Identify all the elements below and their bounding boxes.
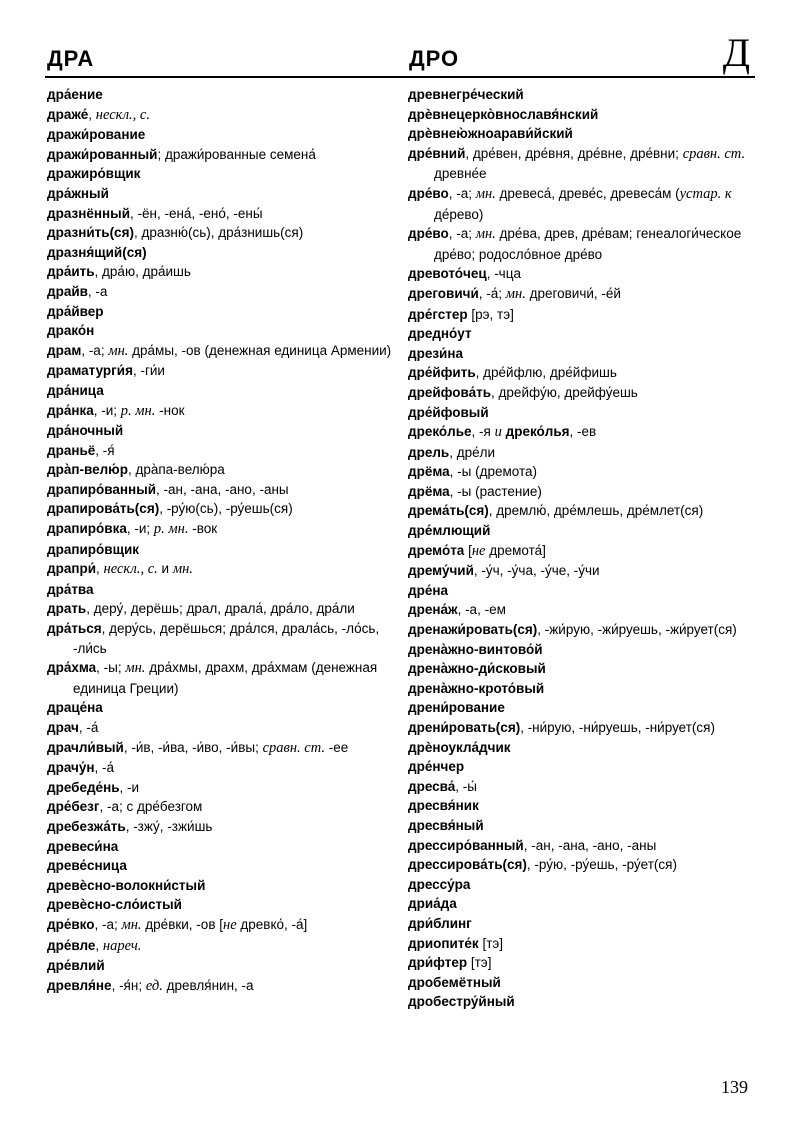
headword: дрема́ть(ся) bbox=[408, 503, 489, 519]
entry-text: , -а; bbox=[94, 916, 122, 932]
headword: дражи́рованный bbox=[47, 146, 158, 162]
dictionary-entry bbox=[408, 934, 758, 954]
entry-text: , -и́в, -и́ва, -и́во, -и́вы; bbox=[123, 739, 263, 755]
grammar-label: не bbox=[471, 542, 486, 559]
entry-text: , -ан, -ана, -ано, -аны bbox=[523, 837, 657, 853]
headword: дре́влий bbox=[47, 958, 105, 974]
entry-text: , -ев bbox=[569, 424, 597, 440]
entry-text: , bbox=[96, 561, 104, 577]
headword: дри́фтер bbox=[408, 955, 468, 971]
entry-text: дремота́] bbox=[485, 542, 546, 558]
dictionary-entry bbox=[47, 321, 392, 341]
headword: дрени́рование bbox=[408, 700, 505, 716]
headword: дре́вко bbox=[47, 916, 95, 932]
entry-text: , -ан, -ана, -ано, -аны bbox=[156, 481, 289, 497]
entry-text: древне́е bbox=[434, 166, 487, 182]
entry-text: и bbox=[157, 561, 173, 577]
grammar-label: сравн. ст. bbox=[682, 145, 746, 162]
dictionary-entry bbox=[47, 817, 392, 837]
entry-text: , дрейфу́ю, дрейфу́ешь bbox=[491, 384, 638, 400]
dictionary-entry bbox=[408, 836, 758, 856]
dictionary-entry bbox=[47, 480, 392, 500]
entry-text: , -а, -ем bbox=[457, 602, 506, 618]
headword: драпри́ bbox=[47, 561, 97, 577]
dictionary-entry bbox=[47, 499, 392, 519]
headword: дра́ться bbox=[47, 621, 102, 637]
entry-text: , -ру́ю, -ру́ешь, -ру́ет(ся) bbox=[526, 857, 677, 873]
entry-text: , дре́ли bbox=[449, 444, 496, 460]
headword: дрессу́ра bbox=[408, 876, 471, 892]
entry-text: , -ни́рую, -ни́руешь, -ни́рует(ся) bbox=[520, 720, 715, 735]
entry-text: [рэ, тэ] bbox=[467, 306, 514, 322]
grammar-label: мн. bbox=[475, 226, 496, 243]
entry-text: , -я́н; bbox=[111, 977, 146, 993]
headword: дреко́лья bbox=[505, 424, 570, 440]
entry-text: , -а; bbox=[81, 342, 109, 358]
entry-text: , дре́йфлю, дре́йфишь bbox=[475, 365, 617, 381]
headword: дрези́на bbox=[408, 345, 463, 361]
dictionary-entry bbox=[408, 541, 758, 562]
entry-text: , дремлю́, дре́млешь, дре́млет(ся) bbox=[488, 503, 704, 519]
headword: дре́млющий bbox=[408, 523, 491, 539]
entry-text: , -чца bbox=[486, 266, 521, 282]
entry-text: , -ы́ bbox=[455, 778, 477, 794]
headword: дрессиро́ванный bbox=[408, 837, 524, 853]
headword: драчли́вый bbox=[47, 739, 124, 755]
headword: дра́ночный bbox=[47, 423, 124, 439]
entry-text: , -а́; bbox=[478, 285, 506, 301]
dictionary-entry bbox=[408, 659, 758, 679]
headword: драце́на bbox=[47, 700, 103, 716]
entry-text: де́рево) bbox=[434, 206, 484, 222]
right-column bbox=[408, 85, 758, 1012]
dictionary-entry bbox=[408, 620, 758, 640]
headword: драчу́н bbox=[47, 760, 95, 776]
headword: дра́хма bbox=[47, 660, 97, 676]
entry-text: , дра́ю, дра́ишь bbox=[94, 264, 191, 280]
grammar-label: мн. bbox=[125, 660, 146, 677]
dictionary-entry bbox=[408, 184, 758, 224]
dictionary-entry bbox=[47, 976, 392, 997]
dictionary-entry bbox=[47, 243, 392, 263]
headword: дрему́чий bbox=[408, 563, 474, 579]
entry-text: , -ы (дремота) bbox=[449, 464, 538, 480]
dictionary-entry bbox=[408, 894, 758, 914]
grammar-label: р. мн. bbox=[153, 521, 189, 538]
headword: древото́чец bbox=[408, 266, 487, 282]
dictionary-entry bbox=[408, 144, 758, 184]
headword: дрессирова́ть(ся) bbox=[408, 857, 527, 873]
running-header bbox=[45, 30, 755, 78]
dictionary-entry bbox=[408, 462, 758, 482]
headword: дре́йфовый bbox=[408, 404, 489, 420]
dictionary-entry bbox=[47, 85, 392, 105]
entry-text: дра́мы, -ов (денежная единица Армении) bbox=[128, 342, 392, 358]
dictionary-entry bbox=[408, 640, 758, 660]
headword: дрѐвнецерко̀внославя́нский bbox=[408, 106, 599, 122]
entry-text: , -и bbox=[119, 779, 140, 795]
entry-text: , -у́ч, -у́ча, -у́че, -у́чи bbox=[473, 563, 600, 579]
headword: дре́вле bbox=[47, 937, 96, 953]
headword: дре́безг bbox=[47, 799, 100, 815]
entry-text: , -ён, -ена́, -ено́, -ены́ bbox=[130, 205, 263, 221]
dictionary-entry bbox=[47, 718, 392, 738]
dictionary-entry bbox=[47, 341, 392, 362]
headword: дражиро́вщик bbox=[47, 166, 141, 182]
dictionary-entry bbox=[47, 361, 392, 381]
grammar-label: нескл., с. bbox=[103, 561, 158, 578]
entry-text: древко́, -а́] bbox=[236, 916, 308, 932]
dictionary-entry bbox=[408, 482, 758, 502]
headword: дрѐвнею̀жноарави́йский bbox=[408, 126, 573, 142]
entry-text: , дразню́(сь), дра́знишь(ся) bbox=[133, 225, 304, 241]
entry-text: , -а bbox=[87, 283, 108, 299]
dictionary-entry bbox=[47, 778, 392, 798]
dictionary-entry bbox=[47, 915, 392, 936]
dictionary-entry bbox=[47, 658, 392, 698]
entry-text: , дра̀па-велю́ра bbox=[127, 462, 225, 478]
entry-text: древеса́, древе́с, древеса́м ( bbox=[495, 185, 680, 201]
dictionary-entry bbox=[47, 837, 392, 857]
grammar-label: р. мн. bbox=[120, 402, 156, 419]
dictionary-entry bbox=[408, 738, 758, 758]
entry-text: , bbox=[95, 937, 103, 953]
dictionary-entry bbox=[47, 223, 392, 243]
headword: дра́ение bbox=[47, 87, 103, 102]
grammar-label: ед. bbox=[145, 977, 163, 994]
headword: драть bbox=[47, 601, 87, 617]
entry-text: , деру́сь, дерёшься; дра́лся, драла́сь, -ло́сь, -ли́сь bbox=[73, 621, 380, 656]
headword: дрена̀жно-крото́вый bbox=[408, 680, 545, 696]
grammar-label: мн. bbox=[172, 561, 193, 578]
headword: дрена́ж bbox=[408, 602, 458, 618]
dictionary-entry bbox=[408, 777, 758, 797]
grammar-label: устар. к bbox=[679, 185, 732, 202]
dictionary-entry bbox=[408, 875, 758, 895]
entry-text: [ bbox=[464, 542, 472, 558]
entry-text: , -ы; bbox=[96, 660, 126, 676]
dictionary-entry bbox=[408, 561, 758, 581]
dictionary-entry bbox=[47, 738, 392, 759]
dictionary-entry bbox=[47, 105, 392, 126]
dictionary-entry bbox=[47, 302, 392, 322]
headword: древеси́на bbox=[47, 838, 119, 854]
entry-text: , -я bbox=[471, 424, 495, 440]
section-letter: Д bbox=[722, 30, 751, 75]
dictionary-entry bbox=[408, 521, 758, 541]
headword: дрёма bbox=[408, 483, 450, 499]
headword: дре́гстер bbox=[408, 306, 468, 322]
dictionary-entry bbox=[408, 698, 758, 718]
dictionary-entry bbox=[408, 105, 758, 125]
headword: дразнённый bbox=[47, 205, 130, 221]
dictionary-entry bbox=[47, 895, 392, 915]
headword: драм bbox=[47, 342, 82, 358]
dictionary-entry bbox=[408, 124, 758, 144]
dictionary-entry bbox=[408, 284, 758, 305]
dictionary-entry bbox=[408, 224, 758, 264]
grammar-label: и bbox=[494, 424, 502, 441]
entry-text: дреговичи́, -е́й bbox=[525, 285, 621, 301]
entry-text: -ее bbox=[324, 739, 349, 755]
dictionary-entry bbox=[47, 856, 392, 876]
headword: дре́во bbox=[408, 185, 449, 201]
grammar-label: мн. bbox=[108, 342, 129, 359]
dictionary-entry bbox=[47, 876, 392, 896]
headword: дрѐноукла́дчик bbox=[408, 739, 511, 755]
headword: дреко́лье bbox=[408, 424, 472, 440]
headword: дредно́ут bbox=[408, 326, 472, 342]
dictionary-entry bbox=[408, 363, 758, 383]
dictionary-entry bbox=[47, 145, 392, 165]
entry-text: , -и; bbox=[93, 402, 121, 418]
grammar-label: не bbox=[223, 916, 237, 933]
headword: драко́н bbox=[47, 323, 95, 339]
headword: драпиро́вка bbox=[47, 521, 127, 537]
dictionary-entry bbox=[408, 581, 758, 601]
entry-text: , -а; bbox=[448, 185, 476, 201]
headword: древѐсно-сло́истый bbox=[47, 897, 182, 913]
dictionary-entry bbox=[47, 936, 392, 957]
right-guide-word: ДРО bbox=[409, 46, 460, 71]
headword: дра́йвер bbox=[47, 303, 104, 319]
dictionary-entry bbox=[47, 421, 392, 441]
entry-text: , -ги́и bbox=[132, 363, 165, 379]
entry-text: , -и; bbox=[126, 521, 154, 537]
dictionary-entry bbox=[408, 324, 758, 344]
headword: дрёма bbox=[408, 464, 450, 480]
headword: дробемётный bbox=[408, 974, 501, 990]
headword: дренажи́ровать(ся) bbox=[408, 622, 538, 638]
dictionary-entry bbox=[47, 559, 392, 580]
dictionary-entry bbox=[47, 599, 392, 619]
entry-text: , -зжу́, -зжи́шь bbox=[125, 818, 213, 834]
headword: драньё bbox=[47, 442, 96, 458]
dictionary-entry bbox=[408, 383, 758, 403]
dictionary-entry bbox=[408, 718, 758, 738]
dictionary-entry bbox=[47, 540, 392, 560]
headword: дра́жный bbox=[47, 185, 109, 201]
dictionary-entry bbox=[408, 914, 758, 934]
entry-text: дре́ва, древ, дре́вам; генеалоги́ческое дре́во; родосло́вное дре́во bbox=[434, 226, 742, 262]
dictionary-entry bbox=[47, 758, 392, 778]
entry-text: , -а; bbox=[448, 226, 476, 242]
headword: дресвя́ник bbox=[408, 798, 479, 814]
page-number: 139 bbox=[721, 1077, 748, 1097]
dictionary-entry bbox=[408, 344, 758, 364]
dictionary-entry bbox=[408, 443, 758, 463]
grammar-label: нескл., с. bbox=[95, 106, 150, 123]
entry-text: , -жи́рую, -жи́руешь, -жи́рует(ся) bbox=[537, 622, 737, 638]
dictionary-entry bbox=[408, 992, 758, 1012]
grammar-label: мн. bbox=[475, 185, 496, 202]
left-column bbox=[47, 85, 392, 996]
dictionary-entry bbox=[47, 282, 392, 302]
entry-text: [тэ] bbox=[478, 935, 504, 951]
dictionary-entry bbox=[47, 619, 392, 658]
dictionary-entry bbox=[408, 816, 758, 836]
dictionary-entry bbox=[47, 125, 392, 145]
headword: дразня́щий(ся) bbox=[47, 244, 147, 260]
dictionary-entry bbox=[47, 184, 392, 204]
dictionary-entry bbox=[47, 262, 392, 282]
dictionary-entry bbox=[47, 204, 392, 224]
grammar-label: мн. bbox=[121, 916, 142, 933]
headword: дра́ница bbox=[47, 382, 104, 398]
entry-text: дра́хмы, драхм, дра́хмам (денежная единица Греции) bbox=[73, 660, 378, 696]
headword: драйв bbox=[47, 283, 88, 299]
entry-text: , -ы (растение) bbox=[449, 483, 542, 499]
dictionary-entry bbox=[47, 580, 392, 600]
dictionary-entry bbox=[47, 698, 392, 718]
headword: дразни́ть(ся) bbox=[47, 225, 134, 241]
headword: дробестру́йный bbox=[408, 994, 515, 1010]
dictionary-entry bbox=[47, 381, 392, 401]
headword: дре́на bbox=[408, 582, 448, 598]
dictionary-entry bbox=[408, 757, 758, 777]
dictionary-entry bbox=[408, 600, 758, 620]
headword: дребезжа́ть bbox=[47, 818, 126, 834]
headword: дра́нка bbox=[47, 402, 94, 418]
headword: дра́тва bbox=[47, 581, 94, 597]
headword: дриа́да bbox=[408, 896, 457, 912]
dictionary-entry bbox=[47, 460, 392, 480]
entry-text: , -а́ bbox=[78, 720, 99, 735]
headword: дрена̀жно-ди́сковый bbox=[408, 661, 546, 677]
entry-text: древля́нин, -а bbox=[162, 977, 254, 993]
headword: дри́блинг bbox=[408, 915, 472, 931]
dictionary-entry bbox=[408, 501, 758, 521]
headword: древнегре́ческий bbox=[408, 87, 524, 102]
entry-text: , bbox=[88, 106, 96, 122]
headword: драпиро́ванный bbox=[47, 481, 157, 497]
headword: древе́сница bbox=[47, 858, 127, 874]
headword: дражи́рование bbox=[47, 127, 146, 143]
entry-text: , дре́вен, дре́вня, дре́вне, дре́вни; bbox=[465, 145, 683, 161]
dictionary-entry bbox=[408, 305, 758, 325]
dictionary-entry bbox=[408, 953, 758, 973]
headword: дра̀п-велю́р bbox=[47, 462, 128, 478]
entry-text: [тэ] bbox=[467, 955, 492, 971]
headword: дре́йфить bbox=[408, 365, 476, 381]
headword: дре́во bbox=[408, 226, 449, 242]
entry-text: дре́вки, -ов [ bbox=[141, 916, 223, 932]
headword: драпирова́ть(ся) bbox=[47, 501, 160, 517]
headword: дремо́та bbox=[408, 542, 465, 558]
headword: дре́вний bbox=[408, 145, 466, 161]
dictionary-entry bbox=[408, 403, 758, 423]
dictionary-entry bbox=[47, 164, 392, 184]
headword: дресвя́ный bbox=[408, 817, 484, 833]
grammar-label: мн. bbox=[505, 285, 526, 302]
headword: дре́нчер bbox=[408, 759, 465, 775]
headword: дра́ить bbox=[47, 264, 95, 280]
headword: драпиро́вщик bbox=[47, 541, 140, 557]
dictionary-entry bbox=[408, 85, 758, 105]
entry-text: -вок bbox=[188, 521, 218, 537]
dictionary-entry bbox=[47, 401, 392, 422]
headword: дрена̀жно-винтово́й bbox=[408, 641, 543, 657]
headword: дрени́ровать(ся) bbox=[408, 720, 521, 735]
headword: драже́ bbox=[47, 106, 89, 122]
headword: драч bbox=[47, 720, 79, 735]
entry-text: , деру́, дерёшь; драл, драла́, дра́ло, дра́ли bbox=[86, 601, 355, 617]
dictionary-entry bbox=[47, 441, 392, 461]
dictionary-entry bbox=[408, 855, 758, 875]
dictionary-entry bbox=[47, 797, 392, 817]
grammar-label: нареч. bbox=[102, 937, 142, 954]
dictionary-entry bbox=[408, 679, 758, 699]
dictionary-entry bbox=[408, 422, 758, 443]
entry-text: , -а́ bbox=[94, 760, 115, 776]
dictionary-entry bbox=[408, 796, 758, 816]
headword: драматурги́я bbox=[47, 363, 133, 379]
dictionary-entry bbox=[47, 519, 392, 540]
grammar-label: сравн. ст. bbox=[262, 739, 325, 756]
headword: дрейфова́ть bbox=[408, 384, 492, 400]
headword: древѐсно-волокни́стый bbox=[47, 877, 206, 893]
headword: дриопите́к bbox=[408, 935, 479, 951]
headword: дреговичи́ bbox=[408, 285, 479, 301]
dictionary-entry bbox=[408, 264, 758, 284]
dictionary-entry bbox=[408, 973, 758, 993]
headword: дребеде́нь bbox=[47, 779, 120, 795]
entry-text: -нок bbox=[155, 402, 185, 418]
entry-text: , -а; с дре́безгом bbox=[99, 799, 203, 815]
header-rule bbox=[45, 76, 755, 78]
left-guide-word: ДРА bbox=[47, 46, 95, 71]
headword: древля́не bbox=[47, 977, 112, 993]
entry-text: ; дражи́рованные семена́ bbox=[157, 146, 316, 162]
headword: дрель bbox=[408, 444, 450, 460]
entry-text: , -я́ bbox=[95, 442, 115, 458]
headword: дресва́ bbox=[408, 778, 456, 794]
entry-text: , -ру́ю(сь), -ру́ешь(ся) bbox=[159, 501, 293, 517]
dictionary-entry bbox=[47, 956, 392, 976]
